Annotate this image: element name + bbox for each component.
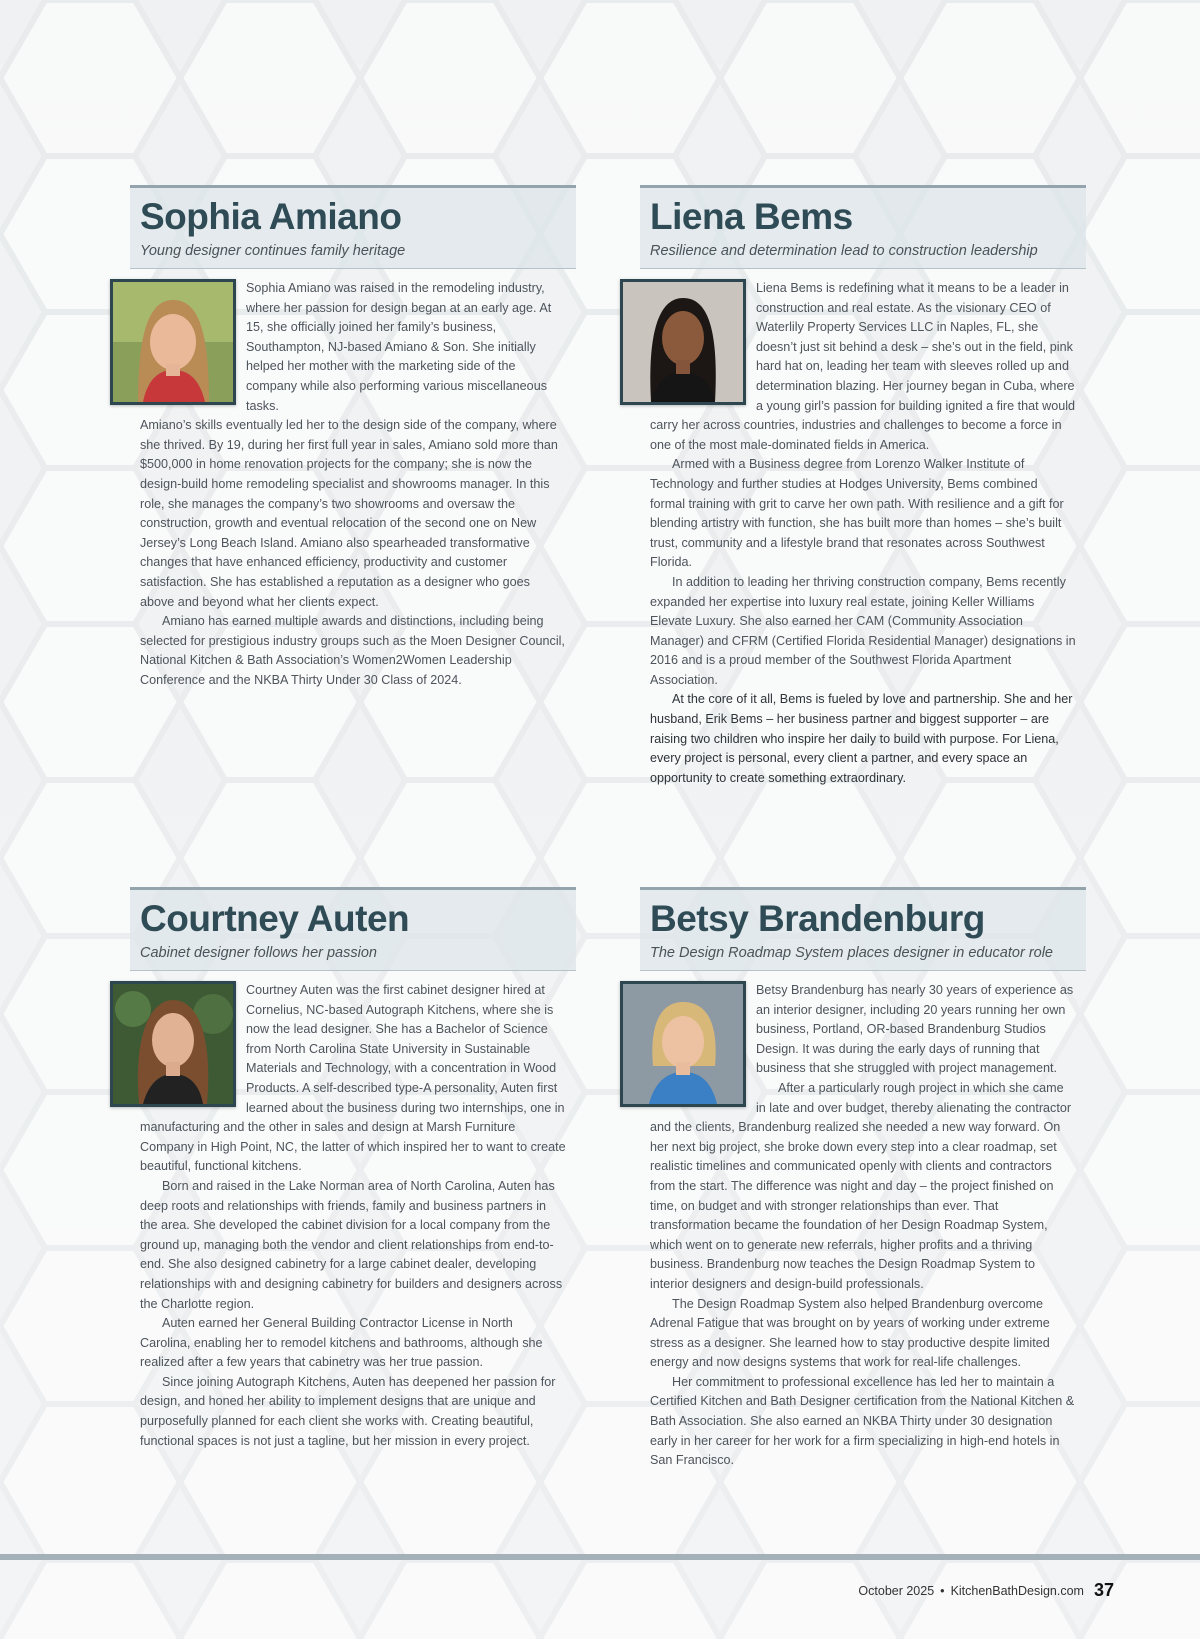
profile-tagline: Cabinet designer follows her passion [140,945,377,961]
profile-name: Courtney Auten [140,898,410,939]
profile-paragraph: Auten earned her General Building Contractor License in North Carolina, enabling her to remodel kitchens and bathrooms, although she realized after a few years that cabinetry was her true passion. [140,1316,543,1370]
profile-paragraph: At the core of it all, Bems is fueled by love and partnership. She and her husband, Erik Bems – her business partner and biggest supporter – are raising two children who inspire her daily to build with purpose. For Liena, every project is personal, every client a partner, and every space an opportunity to create something extraordinary. [650,692,1073,785]
profile-body [130,269,576,690]
headshot-photo [620,981,746,1107]
profile-paragraph: Amiano has earned multiple awards and distinctions, including being selected for prestigious industry groups such as the Moen Designer Council, National Kitchen & Bath Association’s Women2Women Leadership Conference and the NKBA Thirty Under 30 Class of 2024. [140,614,565,687]
footer-separator: • [940,1584,945,1598]
profile-header [640,887,1086,971]
profile-name: Betsy Brandenburg [650,898,985,939]
profile-paragraph: Sophia Amiano was raised in the remodeling industry, where her passion for design began at an early age. At 15, she officially joined her family’s business, Southampton, NJ-based Amiano & Son. She initially helped her mother with the marketing side of the company while also performing various miscellaneous tasks. [246,281,552,413]
profile-name: Liena Bems [650,196,853,237]
headshot-photo [110,981,236,1107]
profile-body [640,971,1086,1471]
page-number: 37 [1093,1580,1114,1600]
profile-paragraph: Armed with a Business degree from Lorenzo Walker Institute of Technology and further studies at Hodges University, Bems combined formal training with grit to carve her own path. With resilience and a gift for blending artistry with function, she has built more than homes – she’s built trust, community and a lifestyle brand that resonates across Southwest Florida. [650,457,1064,570]
profile-paragraph: Her commitment to professional excellence has led her to maintain a Certified Kitchen and Bath Designer certification from the National Kitchen & Bath Association. She also earned an NKBA Thirty under 30 designation early in her career for her work for a firm specializing in high-end hotels in San Francisco. [650,1374,1075,1468]
profile-tagline: The Design Roadmap System places designer in educator role [650,945,1053,961]
profile-header [130,185,576,269]
headshot-photo [110,279,236,405]
profile-body [130,971,576,1451]
profile-betsy-brandenburg [640,887,1086,1471]
profile-paragraph: Amiano’s skills eventually led her to the design side of the company, where she thrived. By 19, during her first full year in sales, Amiano sold more than $500,000 in home renovation projects for the company; she is now the design-build home remodeling specialist and showrooms manager. In this role, she manages the company’s two showrooms and oversaw the construction, growth and eventual relocation of the second one on New Jersey’s Long Beach Island. Amiano also spearheaded transformative changes that have enhanced efficiency, productivity and customer satisfaction. She has established a reputation as a designer who goes above and beyond what her clients expect. [140,418,558,609]
profile-tagline: Young designer continues family heritage [140,243,406,259]
profile-paragraph: Betsy Brandenburg has nearly 30 years of experience as an interior designer, including 20 years running her own business, Portland, OR-based Brandenburg Studios Design. It was during the early days of running that business that she struggled with project management. [756,983,1074,1076]
profile-header [640,185,1086,269]
profile-paragraph: Since joining Autograph Kitchens, Auten has deepened her passion for design, and honed her ability to implement designs that are unique and purposefully planned for each client she works with. Creating beautiful, functional spaces is not just a tagline, but her mission in every project. [140,1374,556,1448]
profile-header [130,887,576,971]
profile-paragraph: The Design Roadmap System also helped Brandenburg overcome Adrenal Fatigue that was brought on by years of working under extreme stress as a designer. She learned how to stay productive despite limited energy and now designs systems that work for real-life challenges. [650,1296,1050,1370]
profile-paragraph: Courtney Auten was the first cabinet designer hired at Cornelius, NC-based Autograph Kitchens, where she is now the lead designer. She has a Bachelor of Science from North Carolina State University in Sustainable Materials and Technology, with a concentration in Wood Products. A self-described type-A personality, Auten first learned about the business during two internships, one in manufacturing and the other in sales and design at Marsh Furniture Company in High Point, NC, the latter of which inspired her to want to create beautiful, functional kitchens. [140,983,566,1174]
page-footer [858,1580,1114,1601]
profile-tagline: Resilience and determination lead to construction leadership [650,243,1038,259]
profile-body [640,269,1086,788]
profile-courtney-auten [130,887,576,1451]
profile-paragraph: After a particularly rough project in which she came in late and over budget, thereby alienating the contractor and the clients, Brandenburg realized she needed a new way forward. On her next big project, she broke down every step into a clear roadmap, set realistic timelines and communicated openly with clients and contractors from the start. The difference was night and day – the project finished on time, on budget and with stronger relationships than ever. That transformation became the foundation of her Design Roadmap System, which went on to generate new referrals, higher profits and a thriving business. Brandenburg now teaches the Design Roadmap System to interior designers and design-build professionals. [650,1080,1072,1291]
profile-sophia-amiano [130,185,576,690]
footer-website: KitchenBathDesign.com [950,1584,1084,1598]
profile-name: Sophia Amiano [140,196,402,237]
issue-date: October 2025 [858,1584,935,1598]
profile-paragraph: Born and raised in the Lake Norman area of North Carolina, Auten has deep roots and relationships with friends, family and business partners in the area. She developed the cabinet division for a local company from the ground up, managing both the vendor and client relationships from end-to-end. She also designed cabinetry for a large cabinet dealer, developing relationships with and designing cabinetry for builders and designers across the Charlotte region. [140,1178,563,1311]
profile-paragraph: In addition to leading her thriving construction company, Bems recently expanded her expertise into luxury real estate, joining Keller Williams Elevate Luxury. She also earned her CAM (Community Association Manager) and CFRM (Certified Florida Residential Manager) designations in 2016 and is a proud member of the Southwest Florida Apartment Association. [650,574,1076,687]
headshot-photo [620,279,746,405]
profile-liena-bems [640,185,1086,788]
profile-paragraph: Liena Bems is redefining what it means to be a leader in construction and real estate. As the visionary CEO of Waterlily Property Services LLC in Naples, FL, she doesn’t just sit behind a desk – she’s out in the field, pink hard hat on, leading her team with sleeves rolled up and determination blazing. Her journey began in Cuba, where a young girl’s passion for building ignited a fire that would carry her across countries, industries and challenges to become a force in one of the most male-dominated fields in America. [650,281,1076,452]
footer-rule [0,1554,1200,1560]
